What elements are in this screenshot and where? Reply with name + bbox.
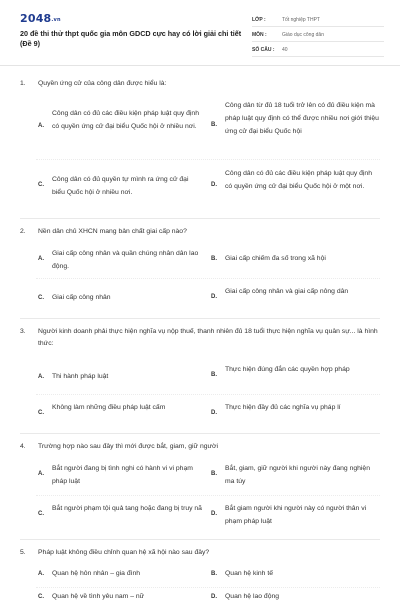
option-letter: D. bbox=[211, 511, 217, 517]
option-letter: A. bbox=[38, 471, 44, 477]
option-letter: B. bbox=[211, 256, 217, 262]
option-a[interactable] bbox=[38, 246, 203, 274]
question-body: Quyền ứng cử của công dân được hiểu là: bbox=[38, 80, 167, 87]
option-letter: C. bbox=[38, 410, 44, 416]
meta-row-count bbox=[252, 45, 384, 57]
question-number: 4. bbox=[20, 443, 26, 450]
question-1 bbox=[0, 78, 400, 218]
question-number: 5. bbox=[20, 549, 26, 556]
option-text: Công dân có đủ các điều kiện pháp luật quy định có quyền ứng cử đại biểu Quốc hội ở một nơi. bbox=[225, 170, 372, 190]
option-d[interactable] bbox=[211, 166, 381, 208]
option-letter: B. bbox=[211, 122, 217, 128]
document-header bbox=[0, 0, 400, 66]
option-letter: C. bbox=[38, 182, 44, 188]
question-divider bbox=[20, 539, 380, 540]
meta-value: 40 bbox=[282, 47, 288, 53]
document-title: 20 đề thi thử thpt quốc gia môn GDCD cực hay có lời giải chi tiết (Đề 9) bbox=[20, 29, 242, 48]
option-text: Thực hiện đầy đủ các nghĩa vụ pháp lí bbox=[225, 404, 341, 411]
option-text: Quan hệ về tình yêu nam – nữ bbox=[52, 593, 145, 600]
option-letter: A. bbox=[38, 123, 44, 129]
question-text bbox=[20, 78, 166, 90]
option-text: Thực hiện đúng đắn các quyền hợp pháp bbox=[225, 366, 350, 373]
option-b[interactable] bbox=[211, 461, 381, 489]
question-number: 2. bbox=[20, 228, 26, 235]
logo-suffix: .vn bbox=[51, 17, 61, 23]
option-c[interactable] bbox=[38, 501, 203, 529]
meta-row-class bbox=[252, 15, 384, 27]
logo-main: 2048 bbox=[20, 12, 52, 25]
option-divider bbox=[36, 394, 380, 395]
option-divider bbox=[36, 587, 380, 588]
question-3 bbox=[0, 326, 400, 430]
option-a[interactable] bbox=[38, 104, 203, 144]
question-text bbox=[20, 226, 187, 238]
option-letter: A. bbox=[38, 374, 44, 380]
option-c[interactable] bbox=[38, 591, 203, 600]
option-d[interactable] bbox=[211, 591, 381, 600]
question-4 bbox=[0, 441, 400, 537]
option-text: Giai cấp chiếm đa số trong xã hội bbox=[225, 255, 326, 262]
option-text: Quan hệ lao động bbox=[225, 593, 280, 600]
option-c[interactable] bbox=[38, 172, 203, 202]
question-body: Trường hợp nào sau đây thì mới được bắt, giam, giữ người bbox=[38, 443, 219, 450]
question-text bbox=[20, 441, 218, 453]
meta-value: Giáo dục công dân bbox=[282, 32, 324, 38]
option-text: Công dân có đủ quyền tự mình ra ứng cử đại biểu Quốc hội ở nhiều nơi. bbox=[52, 176, 189, 196]
question-text bbox=[20, 547, 209, 559]
option-letter: B. bbox=[211, 372, 217, 378]
option-b[interactable] bbox=[211, 252, 381, 268]
option-divider bbox=[36, 159, 380, 160]
site-logo[interactable] bbox=[20, 12, 61, 25]
option-divider bbox=[36, 278, 380, 279]
option-letter: A. bbox=[38, 571, 44, 577]
option-a[interactable] bbox=[38, 461, 203, 489]
option-b[interactable] bbox=[211, 567, 381, 583]
question-body: Pháp luật không điều chỉnh quan hệ xã hội nào sau đây? bbox=[38, 549, 210, 556]
question-body: Nền dân chủ XHCN mang bản chất giai cấp nào? bbox=[38, 228, 187, 235]
question-number: 1. bbox=[20, 80, 26, 87]
option-a[interactable] bbox=[38, 567, 203, 583]
option-c[interactable] bbox=[38, 400, 203, 428]
question-2 bbox=[0, 226, 400, 318]
meta-key: LỚP : bbox=[252, 17, 266, 23]
option-text: Bắt, giam, giữ người khi người này đang nghiện ma túy bbox=[225, 465, 370, 485]
option-text: Giai cấp công nhân và quần chúng nhân dân lao động. bbox=[52, 250, 199, 270]
meta-key: MÔN : bbox=[252, 32, 267, 38]
option-d[interactable] bbox=[211, 400, 381, 428]
option-letter: C. bbox=[38, 295, 44, 301]
meta-row-subject bbox=[252, 30, 384, 42]
option-b[interactable] bbox=[211, 362, 381, 390]
meta-key: SỐ CÂU : bbox=[252, 47, 275, 53]
option-letter: C. bbox=[38, 511, 44, 517]
question-divider bbox=[20, 318, 380, 319]
option-letter: B. bbox=[211, 571, 217, 577]
option-letter: B. bbox=[211, 471, 217, 477]
option-text: Quan hệ kinh tế bbox=[225, 570, 273, 577]
option-letter: D. bbox=[211, 182, 217, 188]
option-letter: C. bbox=[38, 594, 44, 600]
question-5 bbox=[0, 547, 400, 600]
option-text: Không làm những điều pháp luật cấm bbox=[52, 404, 166, 411]
option-d[interactable] bbox=[211, 501, 381, 529]
option-letter: D. bbox=[211, 294, 217, 300]
option-letter: D. bbox=[211, 410, 217, 416]
question-divider bbox=[20, 433, 380, 434]
option-c[interactable] bbox=[38, 291, 203, 307]
question-number: 3. bbox=[20, 328, 26, 335]
question-text bbox=[20, 326, 386, 350]
option-letter: D. bbox=[211, 594, 217, 600]
option-a[interactable] bbox=[38, 370, 203, 386]
option-text: Quan hệ hôn nhân – gia đình bbox=[52, 570, 141, 577]
option-divider bbox=[36, 495, 380, 496]
option-text: Giai cấp công nhân và giai cấp nông dân bbox=[225, 288, 349, 295]
option-text: Giai cấp công nhân bbox=[52, 294, 111, 301]
option-text: Thi hành pháp luật bbox=[52, 373, 109, 380]
option-text: Bắt giam người khi người này có người thân vi phạm pháp luật bbox=[225, 505, 367, 525]
question-body: Người kinh doanh phải thực hiện nghĩa vụ nộp thuế, thanh nhiên đủ 18 tuổi thực hiện nghĩa vụ quân sự... là hình thức: bbox=[38, 328, 378, 347]
option-text: Bắt người đang bị tình nghi có hành vi vi phạm pháp luật bbox=[52, 465, 193, 485]
option-letter: A. bbox=[38, 256, 44, 262]
question-divider bbox=[20, 218, 380, 219]
meta-value: Tốt nghiệp THPT bbox=[282, 17, 320, 23]
option-b[interactable] bbox=[211, 98, 381, 152]
option-text: Bắt người phạm tội quả tang hoặc đang bị truy nã bbox=[52, 505, 202, 512]
option-text: Công dân từ đủ 18 tuổi trở lên có đủ điều kiện mà pháp luật quy định có thể được nhiều nơi giới thiệu ứng cử đại biểu Quốc hội bbox=[225, 102, 379, 135]
option-text: Công dân có đủ các điều kiện pháp luật quy định có quyền ứng cử đại biểu Quốc hội ở nhiều nơi. bbox=[52, 110, 199, 130]
option-d[interactable] bbox=[211, 284, 381, 312]
